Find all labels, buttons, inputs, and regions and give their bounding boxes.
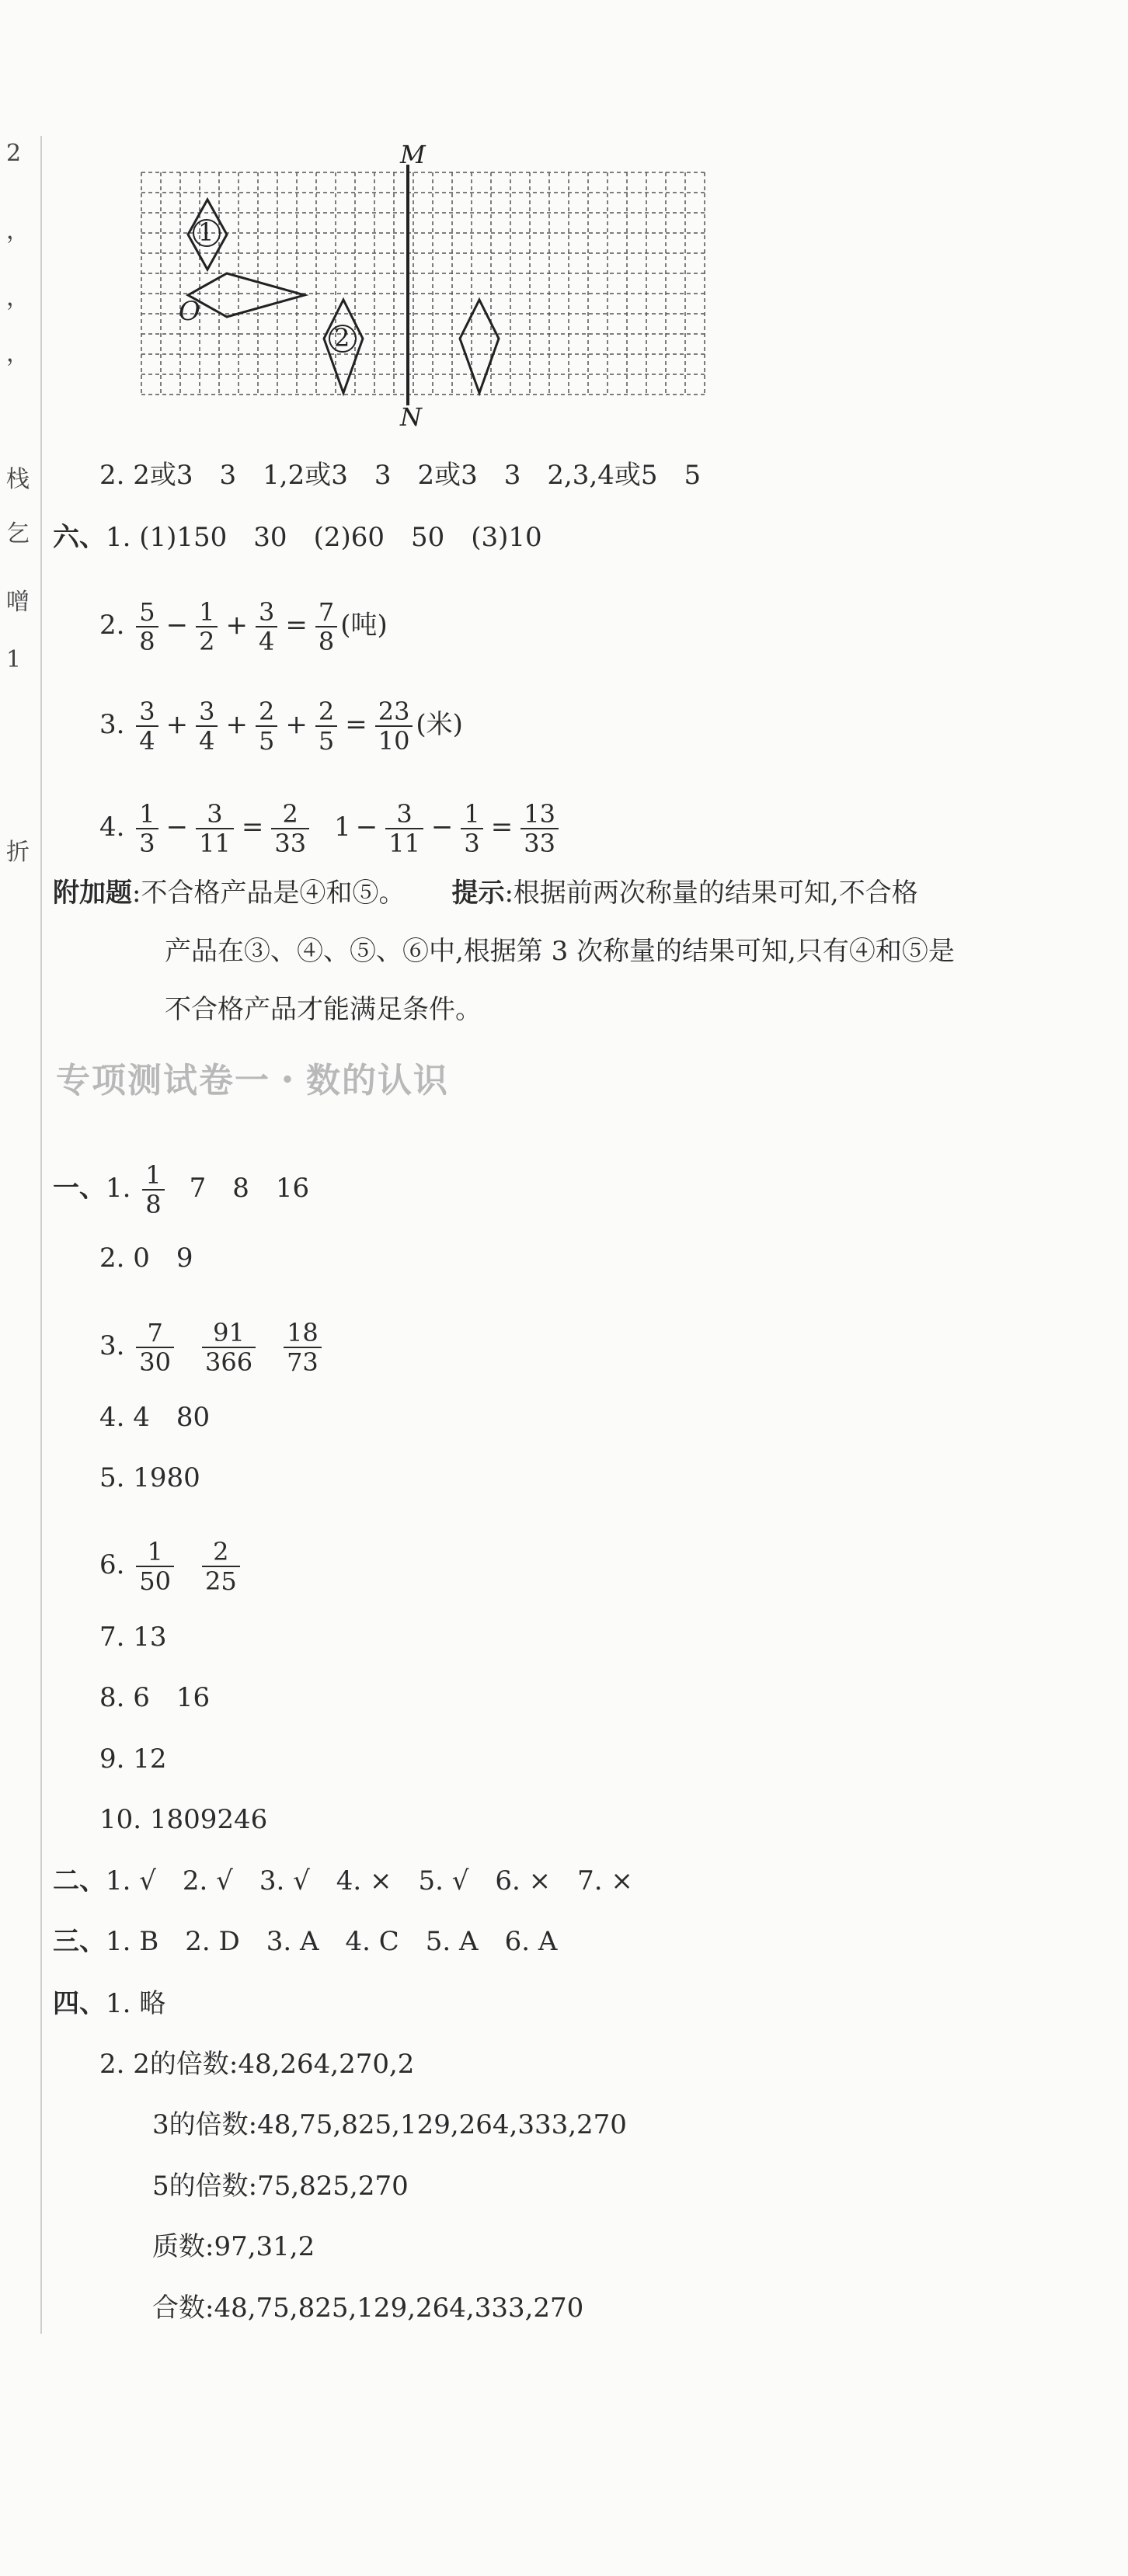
s1-q7: 7. 13 — [99, 1622, 167, 1653]
extra-label: 附加题 — [53, 878, 132, 909]
fraction: $\frac{3}{4}$ — [136, 697, 158, 755]
edge-char: 2 — [6, 140, 22, 167]
edge-char: ， — [6, 284, 30, 311]
s5-q2: 2. 2或3 3 1,2或3 3 2或3 3 2,3,4或5 5 — [99, 460, 702, 491]
edge-char: 噌 — [6, 589, 30, 616]
question-number: 3. — [99, 1330, 125, 1361]
edge-char: ， — [6, 217, 30, 245]
fraction: $\frac{13}{33}$ — [520, 800, 559, 857]
label-1: 1 — [198, 217, 214, 247]
s1-q4: 4. 4 80 — [99, 1402, 211, 1433]
s2-line — [53, 1865, 633, 1896]
fraction: $\frac{2}{5}$ — [315, 697, 337, 755]
answer-text: 1. 略 — [106, 1988, 166, 2019]
section-label: 二、 — [53, 1865, 106, 1896]
s4-q2-d: 质数:97,31,2 — [152, 2231, 315, 2262]
extra-answer: :不合格产品是④和⑤。 — [132, 878, 406, 909]
fraction: $\frac{1}{3}$ — [461, 800, 482, 857]
extra-line-1 — [53, 878, 918, 909]
hint-label: 提示 — [451, 878, 505, 909]
s3-line — [53, 1926, 557, 1957]
s1-q10: 10. 1809246 — [99, 1804, 268, 1835]
fraction: $\frac{3}{11}$ — [196, 800, 234, 857]
section-label: 四、 — [53, 1988, 106, 2019]
label-2: 2 — [334, 323, 350, 353]
fraction: $\frac{3}{11}$ — [385, 800, 423, 857]
s1-q2: 2. 0 9 — [99, 1243, 193, 1274]
s4-q2-b: 3的倍数:48,75,825,129,264,333,270 — [152, 2109, 627, 2140]
number: 1 — [334, 812, 351, 843]
s1-q3-line — [99, 1319, 325, 1376]
hint-text: :根据前两次称量的结果可知,不合格 — [504, 878, 918, 909]
edge-char: 折 — [6, 839, 30, 866]
answer-text: 1. √ 2. √ 3. √ 4. × 5. √ 6. × 7. × — [106, 1865, 633, 1896]
s4-q2-e: 合数:48,75,825,129,264,333,270 — [152, 2293, 584, 2324]
s6-q4-line: 4. $\frac{1}{3}$ − $\frac{3}{11}$ = $\frac{2}{33}$ 1 − $\frac{3}{11}$ − $\frac{1}{3}$ = $\frac{13}{33}$ — [99, 800, 562, 857]
question-number: 1. — [106, 1173, 131, 1204]
unit: (米) — [416, 709, 463, 740]
section-heading: 专项测试卷一・数的认识 — [56, 1061, 449, 1100]
s6-q1-line — [53, 522, 542, 553]
fraction: $\frac{18}{73}$ — [284, 1319, 322, 1376]
s4-q1-line — [53, 1988, 165, 2019]
section-label: 一、 — [53, 1173, 106, 1204]
fraction: $\frac{1}{2}$ — [196, 598, 218, 655]
s1-q6-line — [99, 1538, 243, 1595]
extra-line-2: 产品在③、④、⑤、⑥中,根据第 3 次称量的结果可知,只有④和⑤是 — [165, 936, 955, 967]
fraction: $\frac{23}{10}$ — [375, 697, 413, 755]
fraction: $\frac{91}{366}$ — [202, 1319, 256, 1376]
s6-q2-line: 2. $\frac{5}{8}$ − $\frac{1}{2}$ + $\frac{3}{4}$ = $\frac{7}{8}$ (吨) — [99, 597, 388, 656]
fraction: $\frac{3}{4}$ — [196, 697, 218, 755]
section-label: 三、 — [53, 1926, 106, 1957]
fraction: $\frac{2}{5}$ — [256, 697, 277, 755]
fraction: $\frac{7}{30}$ — [136, 1319, 174, 1376]
label-n: N — [400, 402, 422, 427]
edge-char: ， — [6, 340, 30, 367]
s4-q2-c: 5的倍数:75,825,270 — [152, 2171, 409, 2202]
label-m: M — [400, 140, 426, 169]
question-number: 2. — [99, 610, 125, 641]
s1-q1-line — [53, 1161, 309, 1218]
edge-char: 栈 — [6, 466, 30, 493]
fraction: $\frac{5}{8}$ — [136, 598, 158, 655]
section-label: 六、 — [53, 522, 106, 553]
question-number: 6. — [99, 1549, 125, 1580]
unit: (吨) — [340, 610, 388, 641]
fraction: $\frac{2}{33}$ — [271, 800, 309, 857]
fraction: $\frac{1}{8}$ — [142, 1161, 164, 1218]
extra-line-3: 不合格产品才能满足条件。 — [165, 994, 482, 1025]
answer-text: 1. B 2. D 3. A 4. C 5. A 6. A — [106, 1926, 558, 1957]
s1-q9: 9. 12 — [99, 1743, 167, 1775]
fraction: $\frac{7}{8}$ — [315, 598, 337, 655]
fraction: $\frac{1}{50}$ — [136, 1538, 174, 1595]
fraction: $\frac{1}{3}$ — [136, 800, 158, 857]
question-number: 4. — [99, 812, 125, 843]
s6-q3-line: 3. $\frac{3}{4}$ + $\frac{3}{4}$ + $\frac{2}{5}$ + $\frac{2}{5}$ = $\frac{23}{10}$ (米) — [99, 697, 463, 756]
edge-char: 1 — [6, 646, 22, 673]
edge-char: 乞 — [6, 520, 30, 548]
s1-q8: 8. 6 16 — [99, 1682, 211, 1713]
grid-figure — [132, 140, 715, 427]
answer-text: 7 8 16 — [189, 1173, 310, 1204]
question-number: 3. — [99, 709, 125, 740]
answer-text: 1. (1)150 30 (2)60 50 (3)10 — [106, 522, 542, 553]
fraction: $\frac{3}{4}$ — [256, 598, 277, 655]
label-o: O — [179, 296, 200, 327]
fraction: $\frac{2}{25}$ — [202, 1538, 240, 1595]
s1-q5: 5. 1980 — [99, 1462, 200, 1493]
s4-q2-a: 2. 2的倍数:48,264,270,2 — [99, 2049, 415, 2080]
rotated-rhombus — [188, 273, 305, 317]
column-divider — [40, 136, 42, 2334]
